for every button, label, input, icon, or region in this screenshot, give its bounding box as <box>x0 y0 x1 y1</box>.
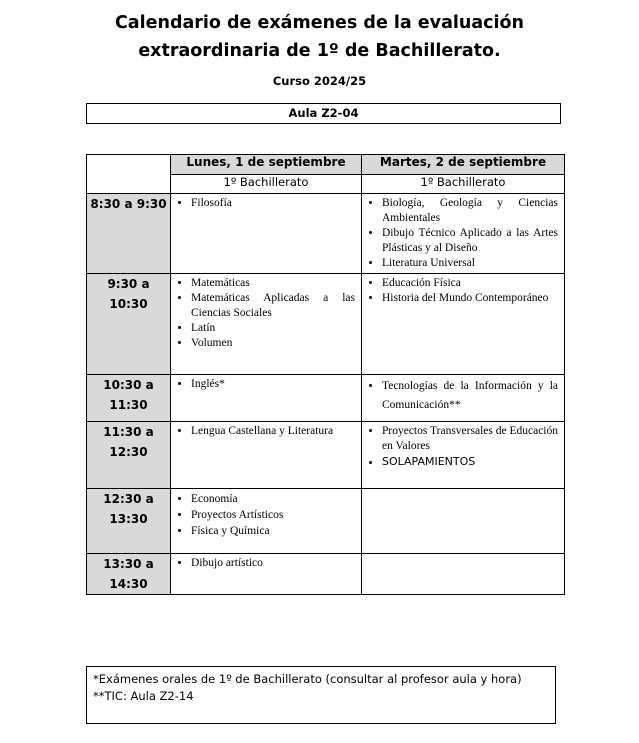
course-label: Curso 2024/25 <box>272 74 367 88</box>
list-item: • Dibujo Técnico Aplicado a las Artes Plásticas y al Diseño <box>382 226 558 256</box>
list-item: • Inglés* <box>191 377 355 392</box>
tuesday-cell <box>362 375 565 422</box>
list-item: • Matemáticas Aplicadas a las Ciencias Sociales <box>191 291 355 321</box>
list-item: • Tecnologías de la Información y la Comunicación** <box>382 377 558 415</box>
time-text: 9:30 a 10:30 <box>107 277 150 311</box>
footnotes-box <box>86 666 556 724</box>
table-row <box>87 375 565 422</box>
tuesday-cell <box>362 489 565 554</box>
day-header-tuesday: Martes, 2 de septiembre <box>362 155 565 175</box>
table-row <box>87 489 565 554</box>
list-item: • Matemáticas <box>191 276 355 291</box>
subject-list <box>362 194 564 273</box>
list-item: • Física y Química <box>191 523 355 539</box>
monday-cell <box>171 274 362 375</box>
tuesday-cell <box>362 274 565 375</box>
subject-list <box>171 554 361 573</box>
list-item: • Historia del Mundo Contemporáneo <box>382 291 558 306</box>
time-cell <box>87 489 171 554</box>
list-item: • SOLAPAMIENTOS <box>382 454 558 469</box>
monday-cell <box>171 194 362 274</box>
time-cell <box>87 375 171 422</box>
time-text: 13:30 a 14:30 <box>103 557 154 591</box>
list-item: • Economía <box>191 491 355 507</box>
list-item: • Lengua Castellana y Literatura <box>191 424 355 439</box>
time-cell <box>87 554 171 595</box>
time-text: 12:30 a 13:30 <box>103 492 154 526</box>
list-item: • Literatura Universal <box>382 256 558 271</box>
list-item: • Educación Física <box>382 276 558 291</box>
time-cell <box>87 274 171 375</box>
time-text: 10:30 a 11:30 <box>103 378 154 412</box>
tuesday-cell <box>362 554 565 595</box>
time-cell: 8:30 a 9:30 <box>87 194 171 274</box>
title-line-2: extraordinaria de 1º de Bachillerato. <box>138 41 501 61</box>
subject-list <box>171 274 361 353</box>
day-header-row <box>87 155 565 175</box>
table-row <box>87 194 565 274</box>
subject-list <box>362 274 564 308</box>
monday-cell <box>171 422 362 489</box>
level-monday: 1º Bachillerato <box>171 175 362 194</box>
subject-list <box>171 375 361 394</box>
monday-cell <box>171 375 362 422</box>
monday-cell <box>171 554 362 595</box>
subject-list <box>171 489 361 541</box>
list-item: • Proyectos Transversales de Educación en Valores <box>382 424 558 454</box>
subject-list <box>171 194 361 213</box>
list-item: • Latín <box>191 321 355 336</box>
room-box: Aula Z2-04 <box>86 103 561 124</box>
title-line-1: Calendario de exámenes de la evaluación <box>114 13 525 33</box>
corner-cell <box>87 155 171 194</box>
level-tuesday: 1º Bachillerato <box>362 175 565 194</box>
monday-cell <box>171 489 362 554</box>
table-row <box>87 422 565 489</box>
subject-list <box>362 422 564 471</box>
tuesday-cell <box>362 194 565 274</box>
list-item: • Proyectos Artísticos <box>191 507 355 523</box>
day-header-monday: Lunes, 1 de septiembre <box>171 155 362 175</box>
footnote-oral-exams: *Exámenes orales de 1º de Bachillerato (consultar al profesor aula y hora) <box>93 672 522 686</box>
page-title <box>0 9 639 65</box>
list-item: • Volumen <box>191 336 355 351</box>
exam-schedule-table <box>86 154 565 595</box>
list-item: • Biología, Geología y Ciencias Ambientales <box>382 196 558 226</box>
time-cell <box>87 422 171 489</box>
table-row <box>87 554 565 595</box>
table-row <box>87 274 565 375</box>
time-text: 11:30 a 12:30 <box>103 425 154 459</box>
tuesday-cell <box>362 422 565 489</box>
subject-list <box>362 375 564 417</box>
footnote-tic-room: **TIC: Aula Z2-14 <box>93 689 194 703</box>
list-item: • Filosofía <box>191 196 355 211</box>
list-item: • Dibujo artístico <box>191 556 355 571</box>
subject-list <box>171 422 361 441</box>
